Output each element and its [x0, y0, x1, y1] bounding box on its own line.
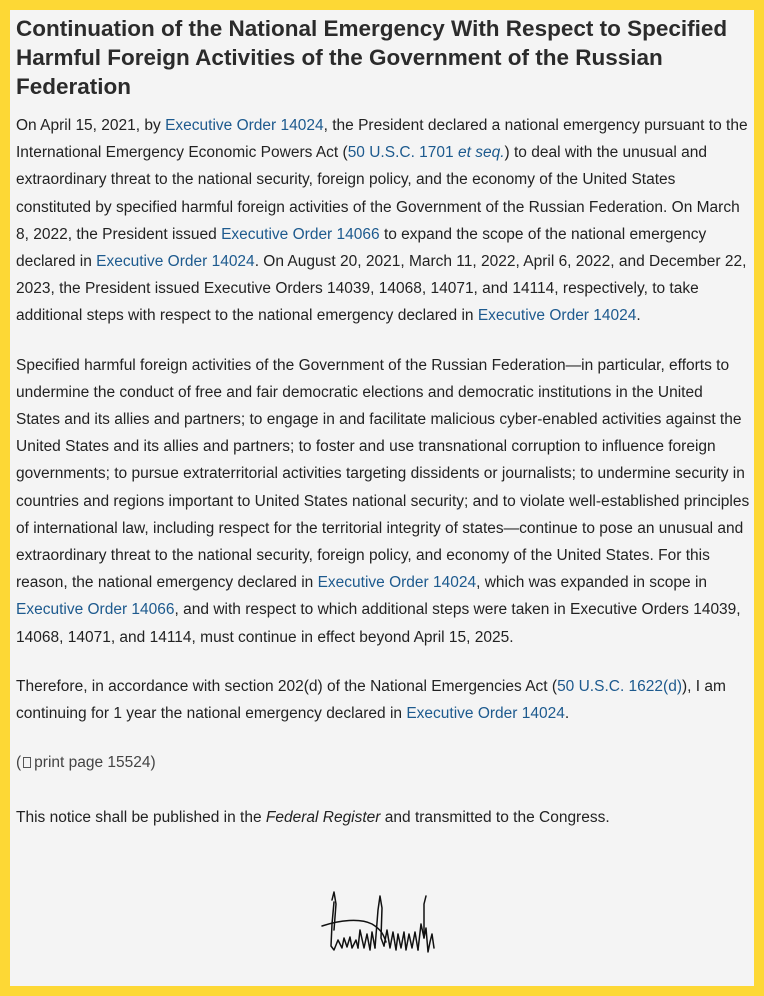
paragraph-1: [16, 112, 750, 330]
link-eo-14024[interactable]: Executive Order 14024: [406, 705, 565, 723]
link-eo-14024[interactable]: Executive Order 14024: [165, 117, 324, 134]
text: . On August 20, 2021, March 11, 2022, April 6, 2022, and December 22, 2023, the President issued Executive Orders 14039, 14068, 14071, and 14114, respectively, to take additional steps with respect to the national emergency declared in: [16, 253, 747, 325]
federal-register: Federal Register: [265, 809, 381, 827]
paren: (: [16, 754, 22, 772]
link-label: 50 U.S.C. 1701: [347, 144, 454, 162]
page-title: Continuation of the National Emergency With Respect to Specified Harmful Foreign Activities of the Government of the Russian Federation: [16, 16, 728, 99]
text: This notice shall be published in the: [16, 809, 266, 827]
signature-icon: [312, 890, 440, 958]
text: Specified harmful foreign activities of the Government of the Russian Federation—in particular, efforts to undermine the conduct of free and fair democratic elections and democratic institutions in the United States and its allies and partners; to engage in and facilitate malicious cyber-enabled activities against the United States and its allies and partners; to foster and use transnational corruption to influence foreign governments; to pursue extraterritorial activities targeting dissidents or journalists; to undermine security in countries and regions important to United States national security; and to violate well-established principles of international law, including respect for the territorial integrity of states—continue to pose an unusual and extraordinary threat to the national security, foreign policy, and economy of the United States. For this reason, the national emergency declared in: [16, 356, 750, 592]
document-frame: [10, 10, 754, 986]
et-seq: et seq.: [457, 144, 505, 162]
text: to expand the scope of the national emergency declared in: [16, 225, 707, 271]
link-eo-14024[interactable]: Executive Order 14024: [477, 307, 637, 325]
text: .: [564, 705, 570, 723]
paragraph-3: [16, 673, 750, 727]
print-page-label: print page 15524): [34, 754, 156, 772]
link-eo-14024[interactable]: Executive Order 14024: [96, 253, 255, 271]
text: ), I am continuing for 1 year the national emergency declared in: [16, 677, 726, 723]
text: .: [636, 307, 641, 325]
paragraph-4: [16, 804, 750, 831]
link-50-usc-1622d[interactable]: 50 U.S.C. 1622(d): [557, 677, 682, 695]
text: and transmitted to the Congress.: [380, 809, 610, 827]
page-icon: [23, 757, 31, 768]
paragraph-2: [16, 352, 750, 651]
text: , and with respect to which additional steps were taken in Executive Orders 14039, 14068, 14071, and 14114, must continue in effect beyond April 15, 2025.: [16, 601, 741, 646]
link-eo-14024[interactable]: Executive Order 14024: [317, 574, 477, 592]
text: Therefore, in accordance with section 202(d) of the National Emergencies Act (: [16, 677, 558, 695]
print-page-marker: [16, 749, 750, 776]
text: ) to deal with the unusual and extraordinary threat to the national security, foreign policy, and the economy of the United States constituted by specified harmful foreign activities of the Government of the Russian Federation. On March 8, 2022, the President issued: [16, 144, 740, 243]
link-eo-14066[interactable]: Executive Order 14066: [221, 225, 380, 243]
text: , the President declared a national emergency pursuant to the International Emergency Economic Powers Act (: [16, 117, 748, 162]
text: , which was expanded in scope in: [476, 574, 708, 592]
link-eo-14066[interactable]: Executive Order 14066: [16, 601, 175, 619]
text: On April 15, 2021, by: [16, 117, 166, 134]
link-50-usc-1701[interactable]: [348, 144, 505, 161]
